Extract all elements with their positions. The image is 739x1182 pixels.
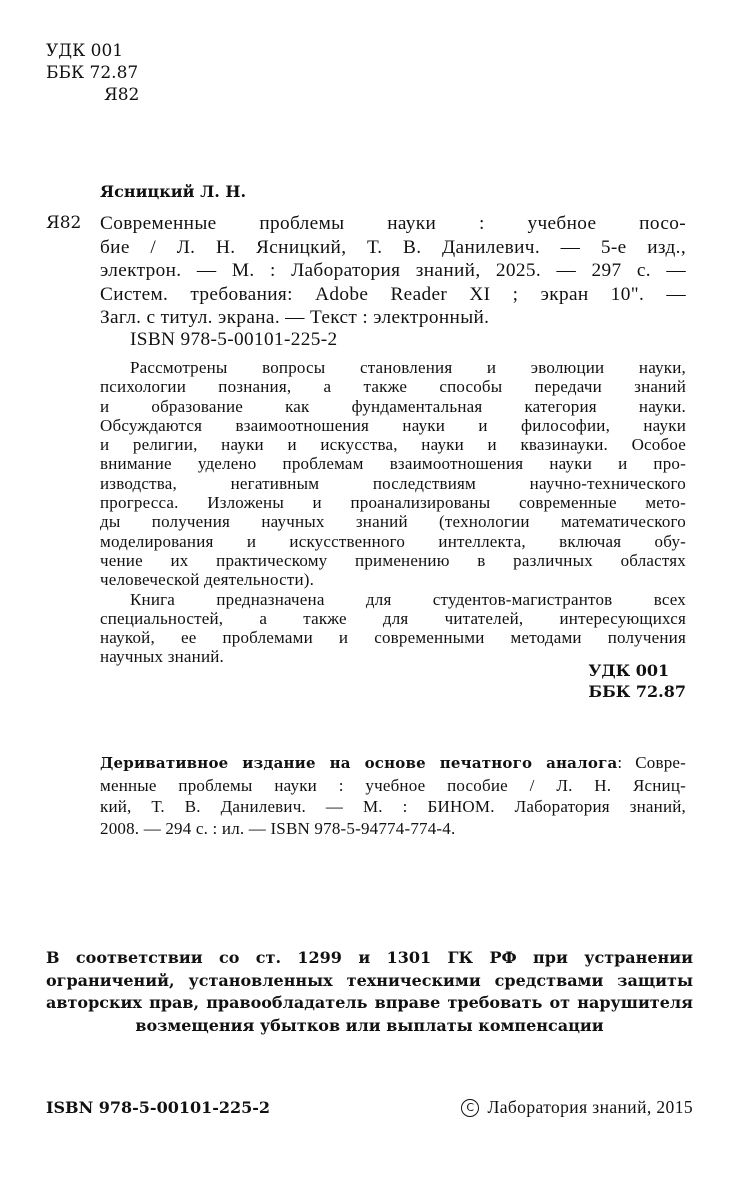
derivative-lead: Деривативное издание на основе печатного аналога	[100, 754, 618, 772]
author-heading: Ясницкий Л. Н.	[100, 182, 247, 201]
entry-line: Систем. требования: Adobe Reader XI ; экран 10". —	[100, 283, 686, 305]
entry-author-mark: Я82	[46, 213, 82, 233]
abstract	[100, 358, 686, 667]
abstract-line: и религии, науки и искусства, науки и квазинауки. Особое	[100, 435, 686, 455]
isbn-main: ISBN 978-5-00101-225-2	[130, 329, 338, 350]
abstract-line: психологии познания, а также способы передачи знаний	[100, 377, 686, 397]
legal-line: ограничений, установленных техническими средствами защиты	[46, 970, 693, 990]
bbk-code: ББК 72.87	[46, 63, 139, 83]
entry-line: электрон. — М. : Лаборатория знаний, 2025. — 297 с. —	[100, 260, 686, 282]
udk-code: УДК 001	[46, 41, 124, 61]
derivative-line: 2008. — 294 с. : ил. — ISBN 978-5-94774-774-4.	[100, 818, 456, 838]
bbk-code: ББК 72.87	[588, 682, 686, 701]
classification-codes	[46, 40, 139, 106]
legal-line: В соответствии со ст. 1299 и 1301 ГК РФ при устранении	[46, 948, 693, 967]
entry-line: Загл. с титул. экрана. — Текст : электронный.	[100, 307, 490, 329]
isbn-bottom: ISBN 978-5-00101-225-2	[46, 1098, 271, 1117]
derivative-edition-note	[100, 752, 686, 839]
udk-code: УДК 001	[588, 661, 670, 680]
bibliographic-entry	[100, 212, 686, 330]
derivative-lead-rest: : Совре-	[617, 753, 686, 772]
abstract-line: чение их практическому применению в различных областях	[100, 550, 686, 570]
audience-line: наукой, ее проблемами и современными методами получения	[100, 628, 686, 648]
copyright-text: Лаборатория знаний, 2015	[487, 1097, 693, 1117]
abstract-line: человеческой деятельности).	[100, 570, 315, 590]
audience-line: специальностей, а также для читателей, интересующихся	[100, 608, 686, 628]
abstract-line: Обсуждаются взаимоотношения науки и философии, науки	[100, 415, 686, 435]
copyright-notice	[461, 1097, 693, 1118]
abstract-line: ды получения научных знаний (технологии математического	[100, 512, 686, 532]
legal-notice	[46, 947, 693, 1037]
abstract-line: и образование как фундаментальная категория науки.	[100, 396, 686, 416]
abstract-line: внимание уделено проблемам взаимоотношения науки и про-	[100, 454, 686, 474]
audience-line: научных знаний.	[100, 647, 225, 667]
abstract-line: прогресса. Изложены и проанализированы современные мето-	[100, 493, 686, 513]
abstract-line: изводства, негативным последствиям научно-технического	[100, 473, 686, 493]
derivative-line	[100, 752, 686, 775]
entry-line: бие / Л. Н. Ясницкий, Т. В. Данилевич. — 5-е изд.,	[100, 236, 686, 258]
abstract-line: Рассмотрены вопросы становления и эволюции науки,	[130, 358, 686, 377]
author-mark: Я82	[104, 85, 140, 105]
abstract-line: моделирования и искусственного интеллекта, включая обу-	[100, 531, 686, 551]
legal-line: авторских прав, правообладатель вправе требовать от нарушителя	[46, 993, 693, 1013]
derivative-line: менные проблемы науки : учебное пособие / Л. Н. Ясниц-	[100, 775, 686, 795]
legal-line: возмещения убытков или выплаты компенсации	[135, 1015, 604, 1035]
audience-line: Книга предназначена для студентов-магистрантов всех	[130, 589, 686, 609]
copyright-icon: C	[461, 1099, 479, 1117]
entry-line: Современные проблемы науки : учебное посо-	[100, 213, 686, 234]
classification-codes-repeat	[588, 660, 686, 702]
derivative-line: кий, Т. В. Данилевич. — М. : БИНОМ. Лаборатория знаний,	[100, 797, 686, 816]
